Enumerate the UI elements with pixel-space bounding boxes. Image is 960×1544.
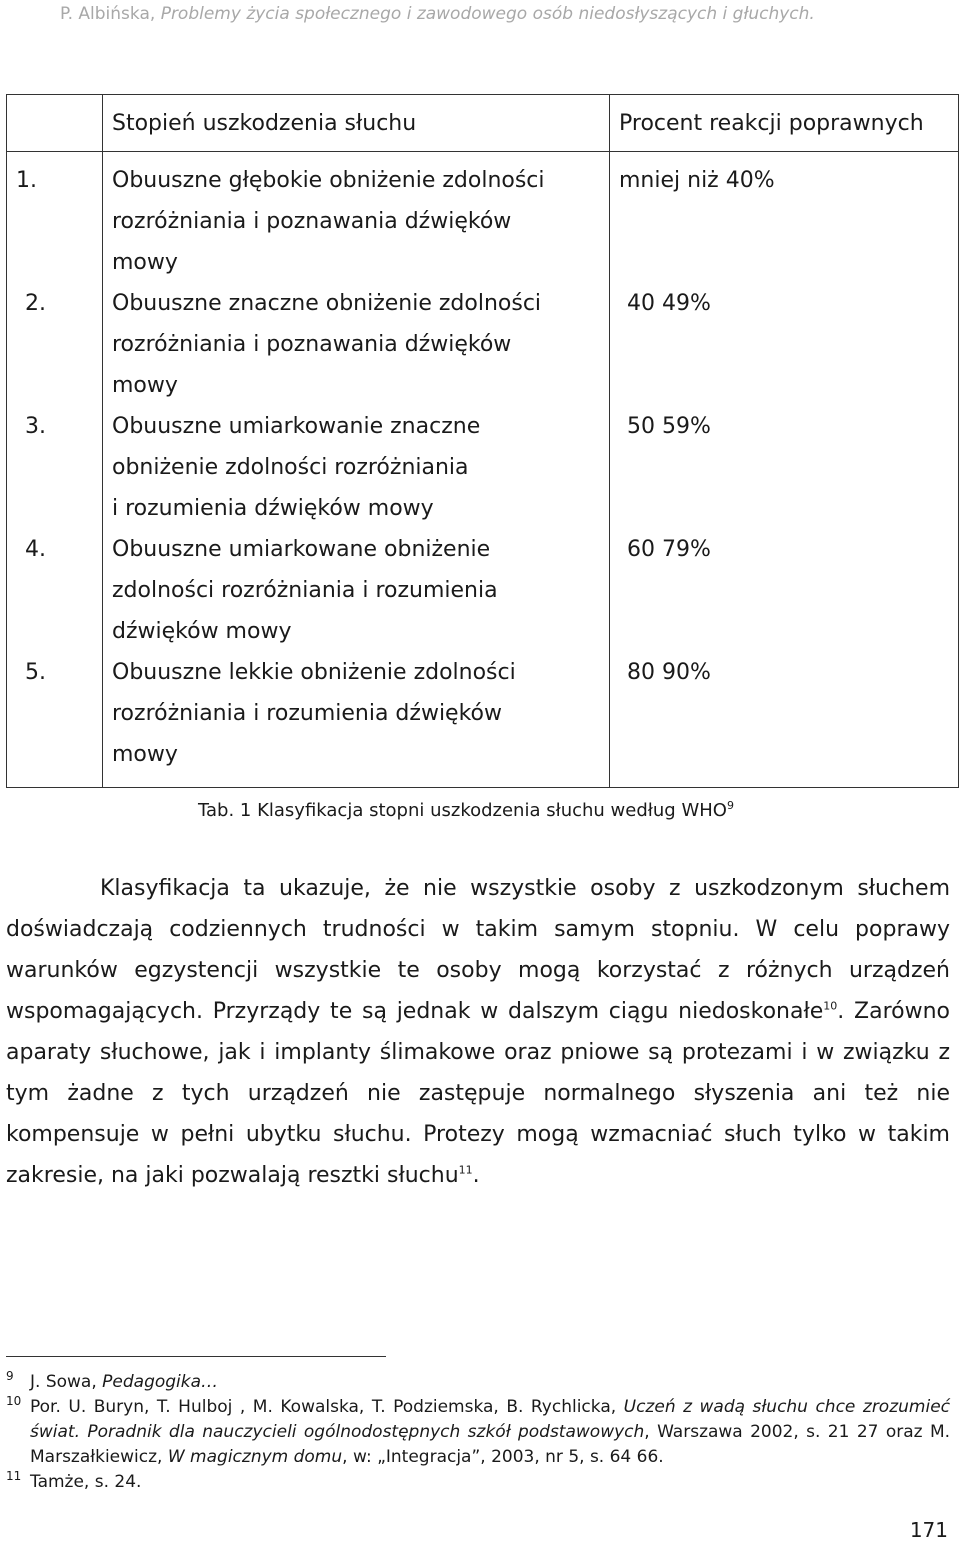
header-num-cell xyxy=(7,95,103,152)
desc-line: Obuuszne umiarkowanie znaczne xyxy=(112,414,481,439)
desc-line: Obuuszne lekkie obniżenie zdolności xyxy=(112,660,516,685)
body-text-part3: . xyxy=(472,1163,480,1188)
row-description xyxy=(103,152,610,284)
row-number: 3. xyxy=(7,406,103,529)
page-number: 171 xyxy=(909,1518,948,1542)
table-row xyxy=(7,529,959,652)
running-header xyxy=(60,4,815,24)
footnote-item xyxy=(6,1395,950,1470)
row-percent xyxy=(610,283,959,406)
desc-line: Obuuszne umiarkowane obniżenie xyxy=(112,537,491,562)
row-percent xyxy=(610,529,959,652)
table-row xyxy=(7,406,959,529)
footnote-text: , Warszawa 2002, s. 21 27 oraz M. Marszałkiewicz, xyxy=(30,1422,951,1467)
footnote-text: Por. U. Buryn, T. Hulboj , M. Kowalska, T. Podziemska, B. Rychlicka, xyxy=(30,1397,624,1417)
percent-range: 60 79% xyxy=(627,537,711,562)
desc-line: Obuuszne głębokie obniżenie zdolności xyxy=(112,168,545,193)
row-number: 2. xyxy=(7,283,103,406)
header-title: Problemy życia społecznego i zawodowego osób niedosłyszących i głuchych. xyxy=(160,4,815,24)
desc-line: zdolności rozróżniania i rozumienia xyxy=(112,578,498,603)
footnote-text: Tamże, s. 24. xyxy=(30,1472,142,1492)
row-description xyxy=(103,652,610,788)
footnote-number: 11 xyxy=(6,1469,22,1483)
table-caption xyxy=(198,800,734,821)
desc-line: dźwięków mowy xyxy=(112,619,292,644)
footnote-separator xyxy=(6,1356,386,1357)
desc-line: obniżenie zdolności rozróżniania xyxy=(112,455,469,480)
desc-line: i rozumienia dźwięków mowy xyxy=(112,496,434,521)
table-row xyxy=(7,283,959,406)
header-degree: Stopień uszkodzenia słuchu xyxy=(103,95,610,152)
row-description xyxy=(103,283,610,406)
desc-line: rozróżniania i poznawania dźwięków xyxy=(112,332,512,357)
body-text-part2: . Zarówno aparaty słuchowe, jak i implanty ślimakowe oraz pniowe są protezami i w związku z tym żadne z tych urządzeń nie zastępuje normalnego słyszenia ani też nie kompensuje w pełni ubytku słuchu. Protezy mogą wzmacniać słuch tylko w takim zakresie, na jaki pozwalają resztki słuchu xyxy=(6,999,950,1188)
header-percent: Procent reakcji poprawnych xyxy=(610,95,959,152)
footnote-title: W magicznym domu xyxy=(167,1447,343,1467)
desc-line: mowy xyxy=(112,373,178,398)
row-percent xyxy=(610,652,959,788)
footnote-ref: 9 xyxy=(726,799,734,812)
table-header-row xyxy=(7,95,959,152)
row-number: 4. xyxy=(7,529,103,652)
footnote-ref: 10 xyxy=(823,999,838,1013)
footnote-ref: 11 xyxy=(458,1163,473,1177)
caption-text: Tab. 1 Klasyfikacja stopni uszkodzenia słuchu według WHO xyxy=(198,800,727,821)
footnote-title: Uczeń z wadą słuchu chce zrozumieć świat. Poradnik dla nauczycieli ogólnodostępnych szkół podstawowych xyxy=(30,1397,950,1442)
footnote-number: 10 xyxy=(6,1394,22,1408)
percent-range: 40 49% xyxy=(627,291,711,316)
who-classification-table xyxy=(6,94,959,788)
row-description xyxy=(103,529,610,652)
row-description xyxy=(103,406,610,529)
row-number: 5. xyxy=(7,652,103,788)
percent-range: 80 90% xyxy=(627,660,711,685)
row-percent: mniej niż 40% xyxy=(610,152,959,284)
header-author: P. Albińska, xyxy=(60,4,161,24)
footnotes xyxy=(6,1370,950,1495)
footnote-text: , w: „Integracja”, 2003, nr 5, s. 64 66. xyxy=(342,1447,664,1467)
footnote-item xyxy=(6,1470,950,1495)
desc-line: rozróżniania i rozumienia dźwięków xyxy=(112,701,502,726)
footnote-item xyxy=(6,1370,950,1395)
desc-line: mowy xyxy=(112,250,178,275)
table-row xyxy=(7,652,959,788)
body-paragraph xyxy=(6,868,950,1196)
table-row xyxy=(7,152,959,284)
row-number: 1. xyxy=(7,152,103,284)
desc-line: Obuuszne znaczne obniżenie zdolności xyxy=(112,291,542,316)
row-percent xyxy=(610,406,959,529)
percent-range: 50 59% xyxy=(627,414,711,439)
body-text-part1: Klasyfikacja ta ukazuje, że nie wszystkie osoby z uszkodzonym słuchem doświadczają codziennych trudności w takim samym stopniu. W celu poprawy warunków egzystencji wszystkie te osoby mogą korzystać z różnych urządzeń wspomagających. Przyrządy te są jednak w dalszym ciągu niedoskonałe xyxy=(6,876,950,1024)
footnote-title: Pedagogika… xyxy=(102,1372,219,1392)
footnote-text: J. Sowa, xyxy=(30,1372,103,1392)
desc-line: mowy xyxy=(112,742,178,767)
footnote-number: 9 xyxy=(6,1369,14,1383)
desc-line: rozróżniania i poznawania dźwięków xyxy=(112,209,512,234)
